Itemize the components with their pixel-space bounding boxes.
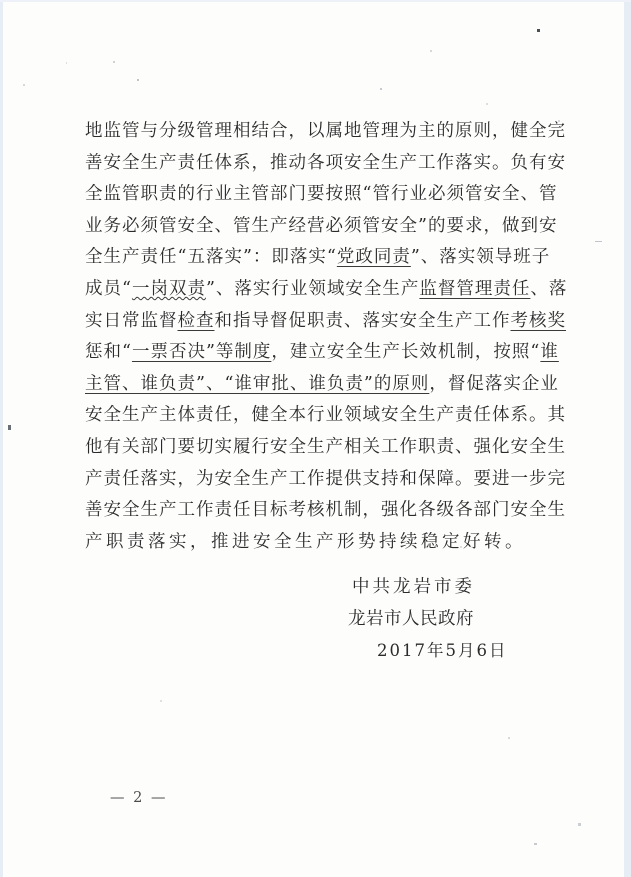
underlined-text: 党政同责 (336, 247, 411, 268)
body-text-line (85, 337, 559, 369)
body-text-line (85, 211, 558, 243)
underlined-text: 谁 (540, 342, 559, 363)
body-text-line (85, 242, 551, 274)
text-segment: ，督促落实企业 (429, 373, 559, 394)
document-body (85, 116, 568, 558)
body-text-line (85, 400, 566, 432)
text-segment: ，建立安全生产长效机制，按照“ (271, 342, 541, 363)
text-segment: 全监管职责的行业主管部门要按照“管行业必须管安全、管 (85, 184, 558, 205)
body-text-line (85, 274, 568, 306)
text-segment: 、落 (530, 278, 568, 299)
text-segment: 善安全生产工作责任目标考核机制，强化各级各部门安全生 (85, 500, 566, 521)
text-segment: 产职责落实，推进安全生产形势持续稳定好转。 (85, 531, 526, 552)
text-segment: 业务必须管安全、管生产经营必须管安全”的要求，做到安 (85, 215, 558, 236)
text-segment: 善安全生产责任体系，推动各项安全生产工作落实。负有安 (85, 152, 566, 173)
text-segment: 他有关部门要切实履行安全生产相关工作职责、强化安全生 (85, 436, 566, 457)
text-segment: 和指导督促职责、落实安全生产工作 (214, 310, 511, 331)
text-segment: 实日常监督 (85, 310, 178, 331)
underlined-text: 监督管理责任 (419, 278, 531, 299)
body-text-line (85, 306, 566, 338)
underlined-text: 考核奖 (510, 310, 566, 331)
body-text-line (85, 464, 566, 496)
signature-municipal-government: 龙岩市人民政府 (348, 609, 474, 629)
underlined-text: 主管、谁负责”、“谁审批、谁负责”的原则 (85, 373, 430, 394)
text-segment: 地监管与分级管理相结合，以属地管理为主的原则，健全完 (85, 121, 566, 141)
body-text-line (85, 116, 566, 148)
page-edge-right (624, 0, 631, 877)
body-text-line (85, 179, 558, 211)
page-edge-left (0, 0, 3, 877)
text-segment: 惩和“ (85, 342, 132, 363)
body-text-line (85, 369, 559, 401)
page-number: — 2 — (110, 790, 168, 806)
underlined-text: 检查 (177, 310, 215, 331)
text-segment: 全生产责任“五落实”：即落实“ (85, 247, 337, 268)
body-text-line (85, 495, 566, 527)
body-text-line (85, 148, 566, 180)
body-text-line (85, 432, 566, 464)
underlined-text: 一票否决”等制度 (131, 342, 272, 363)
text-segment: 产责任落实，为安全生产工作提供支持和保障。要进一步完 (85, 468, 566, 489)
body-text-line (85, 527, 546, 559)
signature-party-committee: 中共龙岩市委 (352, 577, 475, 597)
text-segment: ”、落实行业领域安全生产 (205, 278, 420, 299)
page-edge-top (0, 0, 631, 2)
underlined-text: 一岗双责 (131, 278, 206, 299)
signature-date: 2017年5月6日 (377, 641, 508, 660)
text-segment: ”、落实领导班子 (410, 247, 551, 268)
text-segment: 安全生产主体责任，健全本行业领域安全生产责任体系。其 (85, 405, 566, 426)
text-segment: 成员“ (85, 278, 132, 299)
